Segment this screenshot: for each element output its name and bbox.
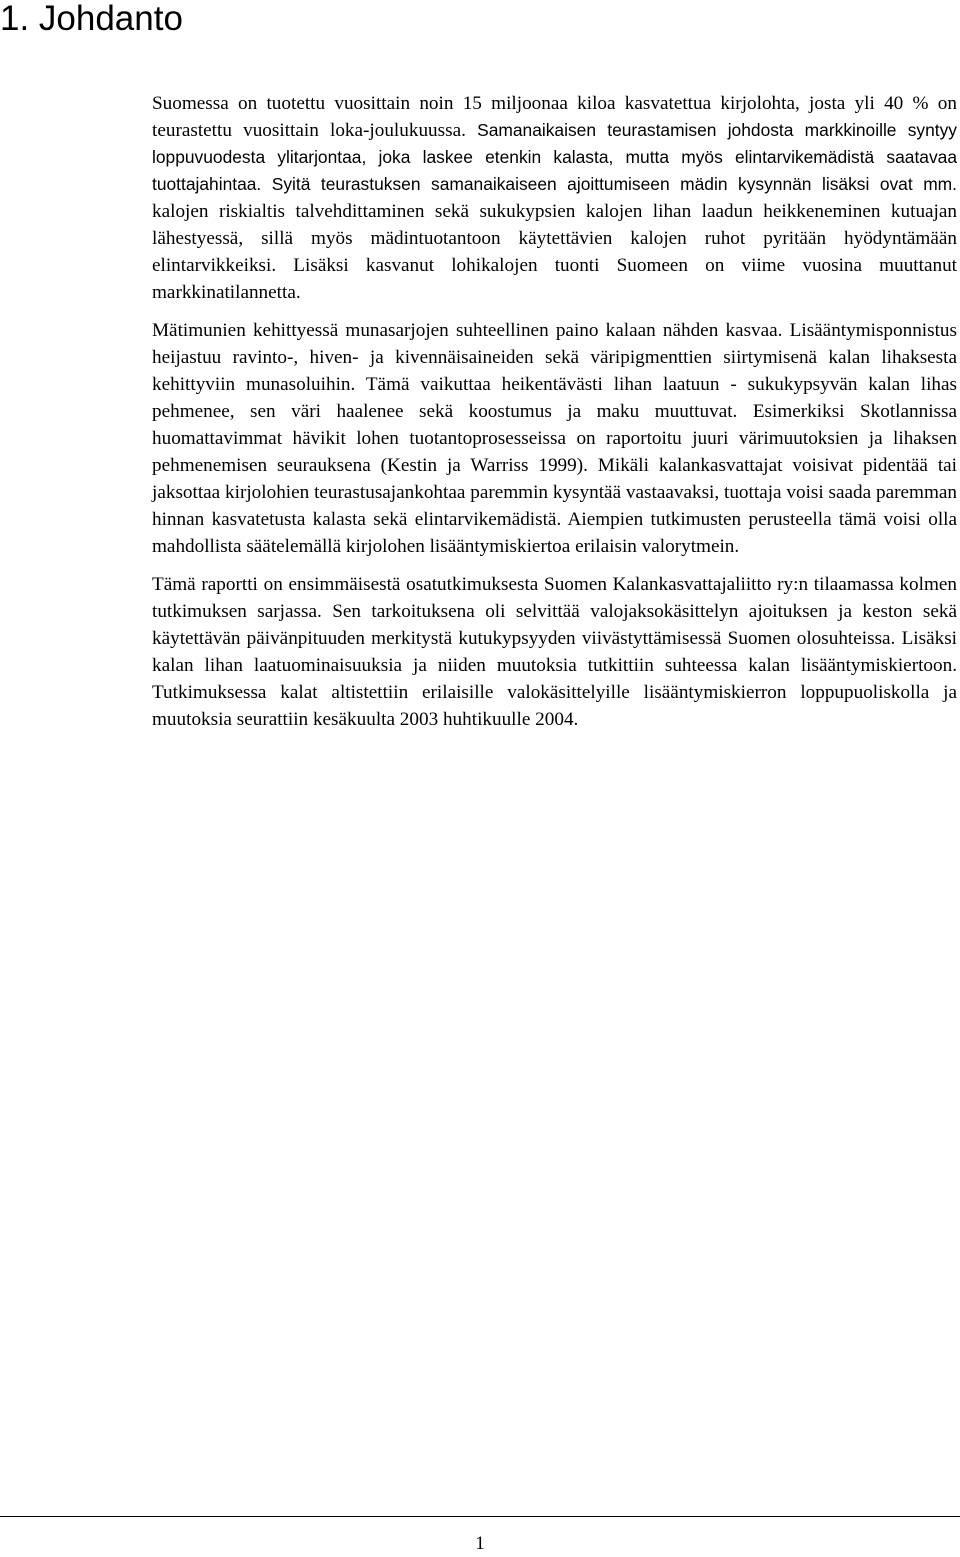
paragraph-3-text: Tämä raportti on ensimmäisestä osatutkimuksesta Suomen Kalankasvattajaliitto ry:n tilaamassa kolmen tutkimuksen sarjassa. Sen tarkoituksena oli selvittää valojaksokäsittelyn ajoituksen ja keston sekä käytettävän päivänpituuden merkitystä kutukypsyyden viivästyttämisessä Suomen olosuhteissa. Lisäksi kalan lihan laatuominaisuuksia ja niiden muutoksia tutkittiin suhteessa kalan lisääntymiskiertoon. Tutkimuksessa kalat altistettiin erilaisille valokäsittelyille lisääntymiskierron loppupuoliskolla ja muutoksia seurattiin kesäkuulta 2003 huhtikuulle 2004. — [152, 574, 957, 730]
paragraph-3 — [152, 571, 957, 733]
paragraph-1-text-a: Suomessa on tuotettu vuosittain noin 15 miljoonaa kiloa kasvatettua kirjolohta, josta yli 40 % on teurastettu vuosittain loka-joulukuussa. — [152, 93, 957, 141]
paragraph-2 — [152, 317, 957, 560]
footer-divider — [0, 1516, 960, 1517]
paragraph-1-text-b: Samanaikaisen teurastamisen johdosta markkinoille syntyy loppuvuodesta ylitarjontaa, joka laskee etenkin kalasta, mutta myös elintarvikemädistä saatavaa tuottajahintaa. Syitä teurastuksen samanaikaiseen ajoittumiseen mädin kysynnän lisäksi ovat mm. — [152, 120, 957, 194]
body-text — [152, 90, 957, 744]
paragraph-2-text: Mätimunien kehittyessä munasarjojen suhteellinen paino kalaan nähden kasvaa. Lisääntymisponnistus heijastuu ravinto-, hiven- ja kivennäisaineiden sekä väripigmenttien siirtymisenä kalan lihaksesta kehittyviin munasoluihin. Tämä vaikuttaa heikentävästi lihan laatuun - sukukypsyvän kalan lihas pehmenee, sen väri haalenee sekä koostumus ja maku muuttuvat. Esimerkiksi Skotlannissa huomattavimmat hävikit lohen tuotantoprosesseissa on raportoitu juuri värimuutoksien ja lihaksen pehmenemisen seurauksena (Kestin ja Warriss 1999). Mikäli kalankasvattajat voisivat pidentää tai jaksottaa kirjolohien teurastusajankohtaa paremmin kysyntää vastaavaksi, tuottaja voisi saada paremman hinnan kasvatetusta kalasta sekä elintarvikemädistä. Aiempien tutkimusten perusteella tämä voisi olla mahdollista säätelemällä kirjolohen lisääntymiskiertoa erilaisin valorytmein. — [152, 320, 957, 557]
paragraph-1-text-c: kalojen riskialtis talvehdittaminen sekä sukukypsien kalojen lihan laadun heikkeneminen kutuajan lähestyessä, sillä myös mädintuotantoon käytettävien kalojen ruhot pyritään hyödyntämään elintarvikkeiksi. Lisäksi kasvanut lohikalojen tuonti Suomeen on viime vuosina muuttanut markkinatilannetta. — [152, 201, 957, 303]
paragraph-1 — [152, 90, 957, 306]
page-title: 1. Johdanto — [0, 0, 183, 38]
page-number: 1 — [475, 1533, 485, 1554]
